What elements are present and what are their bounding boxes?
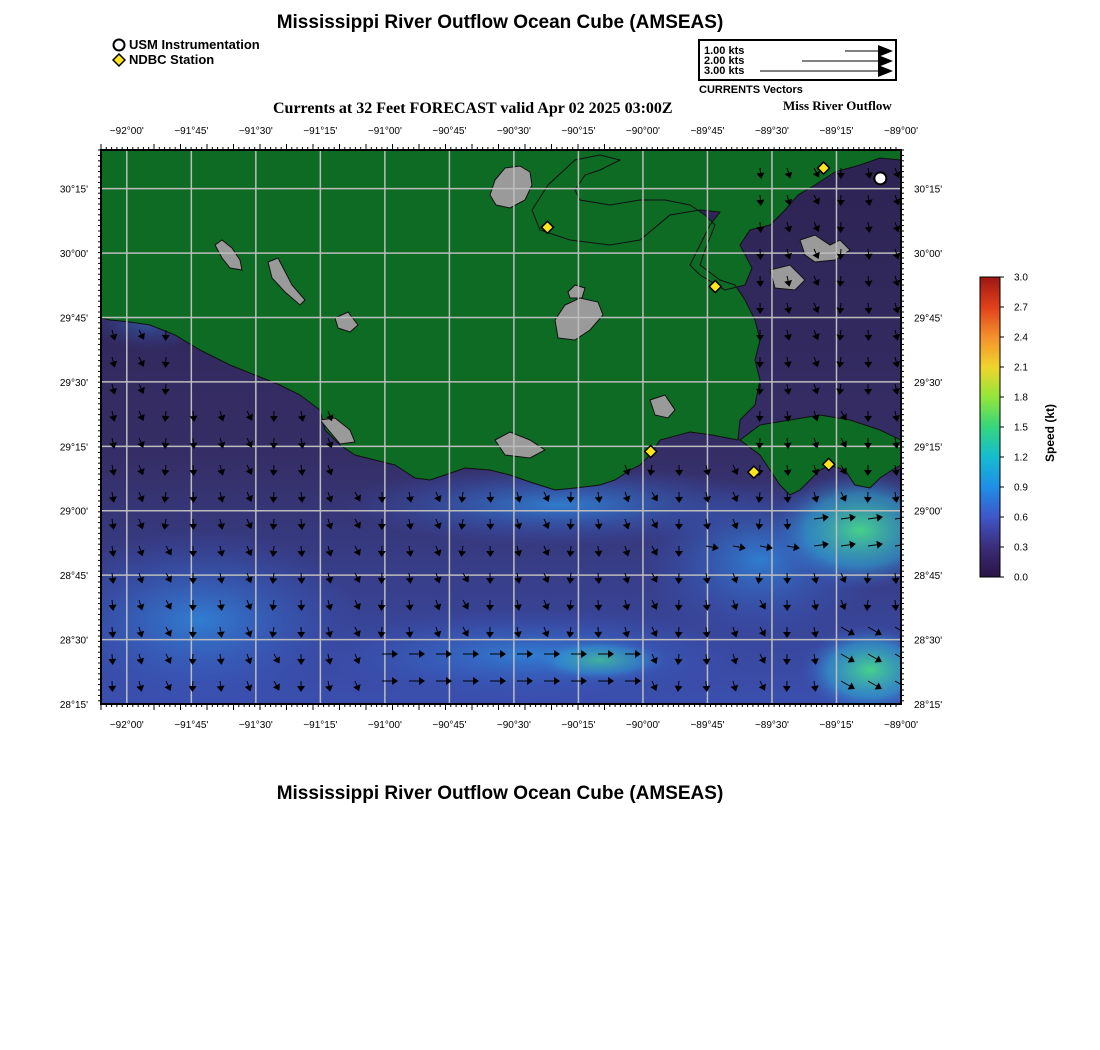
colorbar-tick-label: 2.7 [1014, 302, 1028, 314]
colorbar-tick-label: 2.4 [1014, 332, 1028, 344]
map-title: Mississippi River Outflow Ocean Cube (AMSEAS) [276, 12, 724, 33]
arrow-icon [902, 683, 909, 690]
vector-key-row-2: 2.00 kts [704, 55, 745, 67]
lon-label-bottom: −90°00' [625, 720, 660, 731]
bottom-title: Mississippi River Outflow Ocean Cube (AMSEAS) [276, 783, 724, 804]
lon-label-bottom: −91°45' [174, 720, 209, 731]
colorbar-tick-label: 3.0 [1014, 272, 1028, 284]
lon-label-bottom: −90°15' [561, 720, 596, 731]
lat-label-right: 29°45' [914, 313, 943, 325]
arrow-icon [903, 541, 909, 549]
colorbar-tick-label: 0.6 [1014, 512, 1028, 524]
lon-label-top: −89°15' [819, 126, 854, 137]
lat-label-left: 29°45' [59, 313, 88, 325]
lon-label-top: −90°45' [432, 126, 467, 137]
lat-label-right: 29°30' [914, 377, 943, 389]
lon-label-bottom: −89°15' [819, 720, 854, 731]
lat-label-right: 30°00' [914, 249, 943, 261]
lon-label-bottom: −90°45' [432, 720, 467, 731]
legend-ndbc-label: NDBC Station [129, 52, 215, 67]
colorbar-tick-label: 2.1 [1014, 362, 1028, 374]
map-subtitle: Currents at 32 Feet FORECAST valid Apr 02 2025 03:00Z [273, 100, 673, 117]
lon-label-bottom: −91°15' [303, 720, 338, 731]
arrow-icon [902, 656, 909, 663]
lat-label-left: 30°00' [59, 249, 88, 261]
lat-label-right: 29°00' [914, 506, 943, 518]
legend-usm-label: USM Instrumentation [129, 37, 260, 52]
lon-label-top: −91°15' [303, 126, 338, 137]
lon-label-top: −90°30' [496, 126, 531, 137]
colorbar-tick-label: 0.9 [1014, 482, 1028, 494]
lat-label-left: 28°30' [59, 635, 88, 647]
lon-label-top: −89°30' [754, 126, 789, 137]
vector-key-row-1: 1.00 kts [704, 45, 745, 57]
lat-label-left: 29°15' [59, 442, 88, 454]
lon-label-top: −91°30' [238, 126, 273, 137]
colorbar-title: Speed (kt) [1043, 403, 1057, 462]
lat-label-right: 28°45' [914, 571, 943, 583]
arrow-icon [902, 629, 909, 636]
lat-label-right: 30°15' [914, 184, 943, 196]
lon-label-top: −91°45' [174, 126, 209, 137]
lat-label-left: 28°45' [59, 571, 88, 583]
lat-label-left: 28°15' [59, 700, 88, 711]
lon-label-bottom: −89°00' [884, 720, 918, 731]
lon-label-top: −90°15' [561, 126, 596, 137]
lat-label-right: 29°15' [914, 442, 943, 454]
lat-label-right: 28°30' [914, 635, 943, 647]
colorbar-tick-label: 0.3 [1014, 542, 1028, 554]
lat-label-left: 30°15' [59, 184, 88, 196]
lat-label-left: 29°00' [59, 506, 88, 518]
lon-label-top: −92°00' [109, 126, 144, 137]
lon-label-bottom: −91°00' [367, 720, 402, 731]
colorbar-tick-label: 0.0 [1014, 572, 1028, 584]
region-label: Miss River Outflow [783, 98, 892, 113]
lon-label-top: −90°00' [625, 126, 660, 137]
lon-label-top: −89°45' [690, 126, 725, 137]
lon-label-bottom: −89°30' [754, 720, 789, 731]
colorbar-tick-label: 1.5 [1014, 422, 1028, 434]
lon-label-top: −89°00' [884, 126, 918, 137]
colorbar-tick-label: 1.2 [1014, 452, 1028, 464]
arrow-icon [903, 514, 909, 522]
colorbar-tick-label: 1.8 [1014, 392, 1028, 404]
vector-key-row-3: 3.00 kts [704, 65, 745, 77]
usm-station-marker[interactable] [874, 172, 886, 184]
lon-label-top: −91°00' [367, 126, 402, 137]
vector-key-caption: CURRENTS Vectors [699, 84, 803, 96]
lon-label-bottom: −91°30' [238, 720, 273, 731]
lon-label-bottom: −90°30' [496, 720, 531, 731]
lon-label-bottom: −92°00' [109, 720, 144, 731]
speed-colorbar [970, 270, 1090, 590]
lon-label-bottom: −89°45' [690, 720, 725, 731]
lat-label-left: 29°30' [59, 377, 88, 389]
lat-label-right: 28°15' [914, 700, 943, 711]
